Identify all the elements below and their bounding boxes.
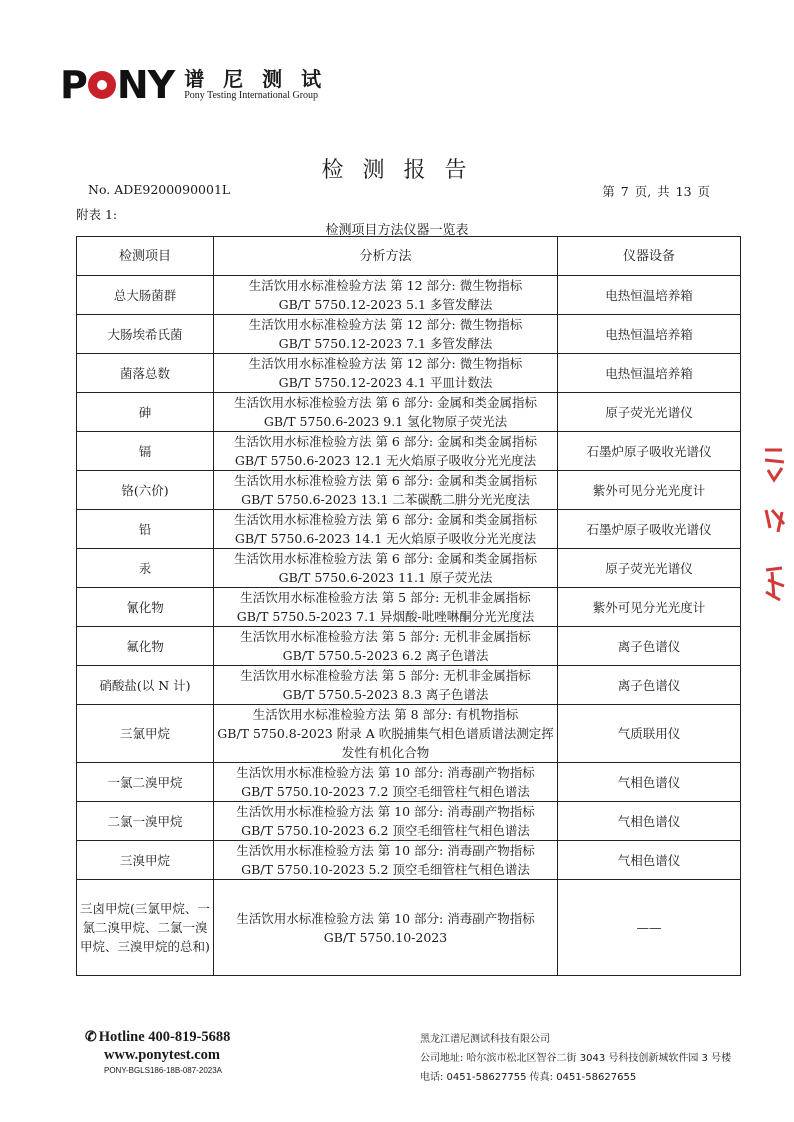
page-info: 第 7 页, 共 13 页 [602,184,710,199]
method-line: 生活饮用水标准检验方法 第 12 部分: 微生物指标 [248,278,523,293]
table-row [77,276,741,315]
cell-method [214,666,558,705]
cell-item: 铅 [77,510,214,549]
table-row [77,627,741,666]
cell-method [214,802,558,841]
table-row [77,880,741,976]
cell-method [214,588,558,627]
brand-name-en: Pony Testing International Group [184,90,319,101]
method-line: GB/T 5750.12-2023 4.1 平皿计数法 [278,375,493,390]
cell-instrument: 原子荧光光谱仪 [558,393,741,432]
hotline-text: Hotline 400-819-5688 [98,1029,231,1045]
logo-wordmark [60,63,175,107]
method-line: 生活饮用水标准检验方法 第 5 部分: 无机非金属指标 [240,668,531,683]
header-method: 分析方法 [214,237,558,276]
appendix-label: 附表 1: [76,207,118,222]
table-row [77,666,741,705]
method-line: 生活饮用水标准检验方法 第 6 部分: 金属和类金属指标 [233,551,538,566]
method-line: 生活饮用水标准检验方法 第 5 部分: 无机非金属指标 [240,590,531,605]
cell-instrument: 气相色谱仪 [558,802,741,841]
cell-item: 砷 [77,393,214,432]
cell-item: 氟化物 [77,627,214,666]
method-line: 生活饮用水标准检验方法 第 6 部分: 金属和类金属指标 [233,395,538,410]
cell-instrument: 电热恒温培养箱 [558,276,741,315]
table-row [77,471,741,510]
method-line: 生活饮用水标准检验方法 第 10 部分: 消毒副产物指标 [236,765,535,780]
cell-instrument: 气相色谱仪 [558,841,741,880]
methods-table-wrapper [76,236,741,976]
cell-method [214,627,558,666]
seal-fragment-icon [760,440,790,610]
cell-method [214,432,558,471]
method-line: GB/T 5750.6-2023 12.1 无火焰原子吸收分光光度法 [234,453,537,468]
brand-block [184,68,327,102]
table-caption: 检测项目方法仪器一览表 [325,223,469,238]
cell-item: 二氯一溴甲烷 [77,802,214,841]
table-row [77,588,741,627]
table-row [77,354,741,393]
logo-o-circle-icon [88,71,116,99]
cell-method [214,510,558,549]
method-line: 生活饮用水标准检验方法 第 10 部分: 消毒副产物指标 [236,804,535,819]
method-line: 生活饮用水标准检验方法 第 10 部分: 消毒副产物指标 [236,843,535,858]
cell-method [214,471,558,510]
cell-instrument: —— [558,880,741,976]
method-line: GB/T 5750.10-2023 5.2 顶空毛细管柱气相色谱法 [241,862,530,877]
cell-instrument: 紫外可见分光光度计 [558,588,741,627]
cell-item: 硝酸盐(以 N 计) [77,666,214,705]
methods-table [76,236,741,976]
cell-method [214,315,558,354]
cell-instrument: 气相色谱仪 [558,763,741,802]
company-logo [60,63,328,107]
cell-method [214,880,558,976]
method-line: GB/T 5750.12-2023 5.1 多管发酵法 [278,297,493,312]
method-line: 生活饮用水标准检验方法 第 6 部分: 金属和类金属指标 [233,473,538,488]
method-line: 生活饮用水标准检验方法 第 6 部分: 金属和类金属指标 [233,434,538,449]
header-instrument: 仪器设备 [558,237,741,276]
table-row [77,802,741,841]
method-line: GB/T 5750.12-2023 7.1 多管发酵法 [278,336,493,351]
table-row [77,432,741,471]
cell-method [214,841,558,880]
method-line: GB/T 5750.6-2023 13.1 二苯碳酰二肼分光光度法 [241,492,530,507]
logo-letter-y: Y [147,63,175,107]
cell-item: 铬(六价) [77,471,214,510]
cell-instrument: 电热恒温培养箱 [558,354,741,393]
website: www.ponytest.com [104,1047,220,1063]
method-line: GB/T 5750.5-2023 7.1 异烟酸-吡唑啉酮分光光度法 [236,609,535,624]
table-row [77,549,741,588]
document-title: 检 测 报 告 [321,158,473,183]
cell-instrument: 石墨炉原子吸收光谱仪 [558,510,741,549]
company-address: 公司地址: 哈尔滨市松北区智谷二街 3043 号科技创新城软件园 3 号楼 [420,1053,732,1064]
cell-instrument: 紫外可见分光光度计 [558,471,741,510]
cell-item: 三溴甲烷 [77,841,214,880]
report-number: No. ADE9200090001L [88,182,231,197]
table-row [77,393,741,432]
method-line: GB/T 5750.6-2023 14.1 无火焰原子吸收分光光度法 [234,531,537,546]
method-line: GB/T 5750.8-2023 附录 A 吹脱捕集气相色谱质谱法测定挥发性有机化合物 [217,726,554,760]
cell-instrument: 气质联用仪 [558,705,741,763]
method-line: GB/T 5750.10-2023 6.2 顶空毛细管柱气相色谱法 [241,823,530,838]
phone-icon: ✆ [85,1030,97,1045]
method-line: 生活饮用水标准检验方法 第 6 部分: 金属和类金属指标 [233,512,538,527]
cell-item: 大肠埃希氏菌 [77,315,214,354]
cell-instrument: 离子色谱仪 [558,666,741,705]
cell-item: 菌落总数 [77,354,214,393]
table-body [77,276,741,976]
hotline [85,1029,230,1046]
logo-letter-p: P [60,63,87,107]
header-item: 检测项目 [77,237,214,276]
cell-item: 三氯甲烷 [77,705,214,763]
method-line: 生活饮用水标准检验方法 第 5 部分: 无机非金属指标 [240,629,531,644]
cell-item: 一氯二溴甲烷 [77,763,214,802]
table-row [77,763,741,802]
cell-instrument: 原子荧光光谱仪 [558,549,741,588]
method-line: GB/T 5750.6-2023 9.1 氢化物原子荧光法 [263,414,508,429]
method-line: GB/T 5750.6-2023 11.1 原子荧光法 [278,570,493,585]
cell-method [214,276,558,315]
table-row [77,510,741,549]
cell-item: 三卤甲烷(三氯甲烷、一氯二溴甲烷、二氯一溴甲烷、三溴甲烷的总和) [77,880,214,976]
brand-name-cn: 谱 尼 测 试 [184,67,328,91]
method-line: GB/T 5750.5-2023 8.3 离子色谱法 [282,687,489,702]
cell-instrument: 石墨炉原子吸收光谱仪 [558,432,741,471]
method-line: GB/T 5750.5-2023 6.2 离子色谱法 [282,648,489,663]
table-row [77,705,741,763]
cell-method [214,354,558,393]
method-line: GB/T 5750.10-2023 7.2 顶空毛细管柱气相色谱法 [241,784,530,799]
table-row [77,841,741,880]
cell-method [214,549,558,588]
table-row [77,315,741,354]
cell-item: 汞 [77,549,214,588]
method-line: GB/T 5750.10-2023 [323,929,448,945]
cell-item: 氰化物 [77,588,214,627]
table-header-row [77,237,741,276]
cell-item: 总大肠菌群 [77,276,214,315]
method-line: 生活饮用水标准检验方法 第 10 部分: 消毒副产物指标 [236,910,535,926]
cell-instrument: 电热恒温培养箱 [558,315,741,354]
cell-method [214,705,558,763]
form-code: PONY-BGLS186-18B-087-2023A [104,1066,222,1075]
company-name: 黑龙江谱尼测试科技有限公司 [420,1034,550,1045]
cell-item: 镉 [77,432,214,471]
method-line: 生活饮用水标准检验方法 第 12 部分: 微生物指标 [248,356,523,371]
logo-letter-n: N [116,63,148,107]
company-phone: 电话: 0451-58627755 传真: 0451-58627655 [420,1072,637,1083]
cell-method [214,763,558,802]
method-line: 生活饮用水标准检验方法 第 12 部分: 微生物指标 [248,317,523,332]
cell-instrument: 离子色谱仪 [558,627,741,666]
cell-method [214,393,558,432]
method-line: 生活饮用水标准检验方法 第 8 部分: 有机物指标 [252,707,519,722]
